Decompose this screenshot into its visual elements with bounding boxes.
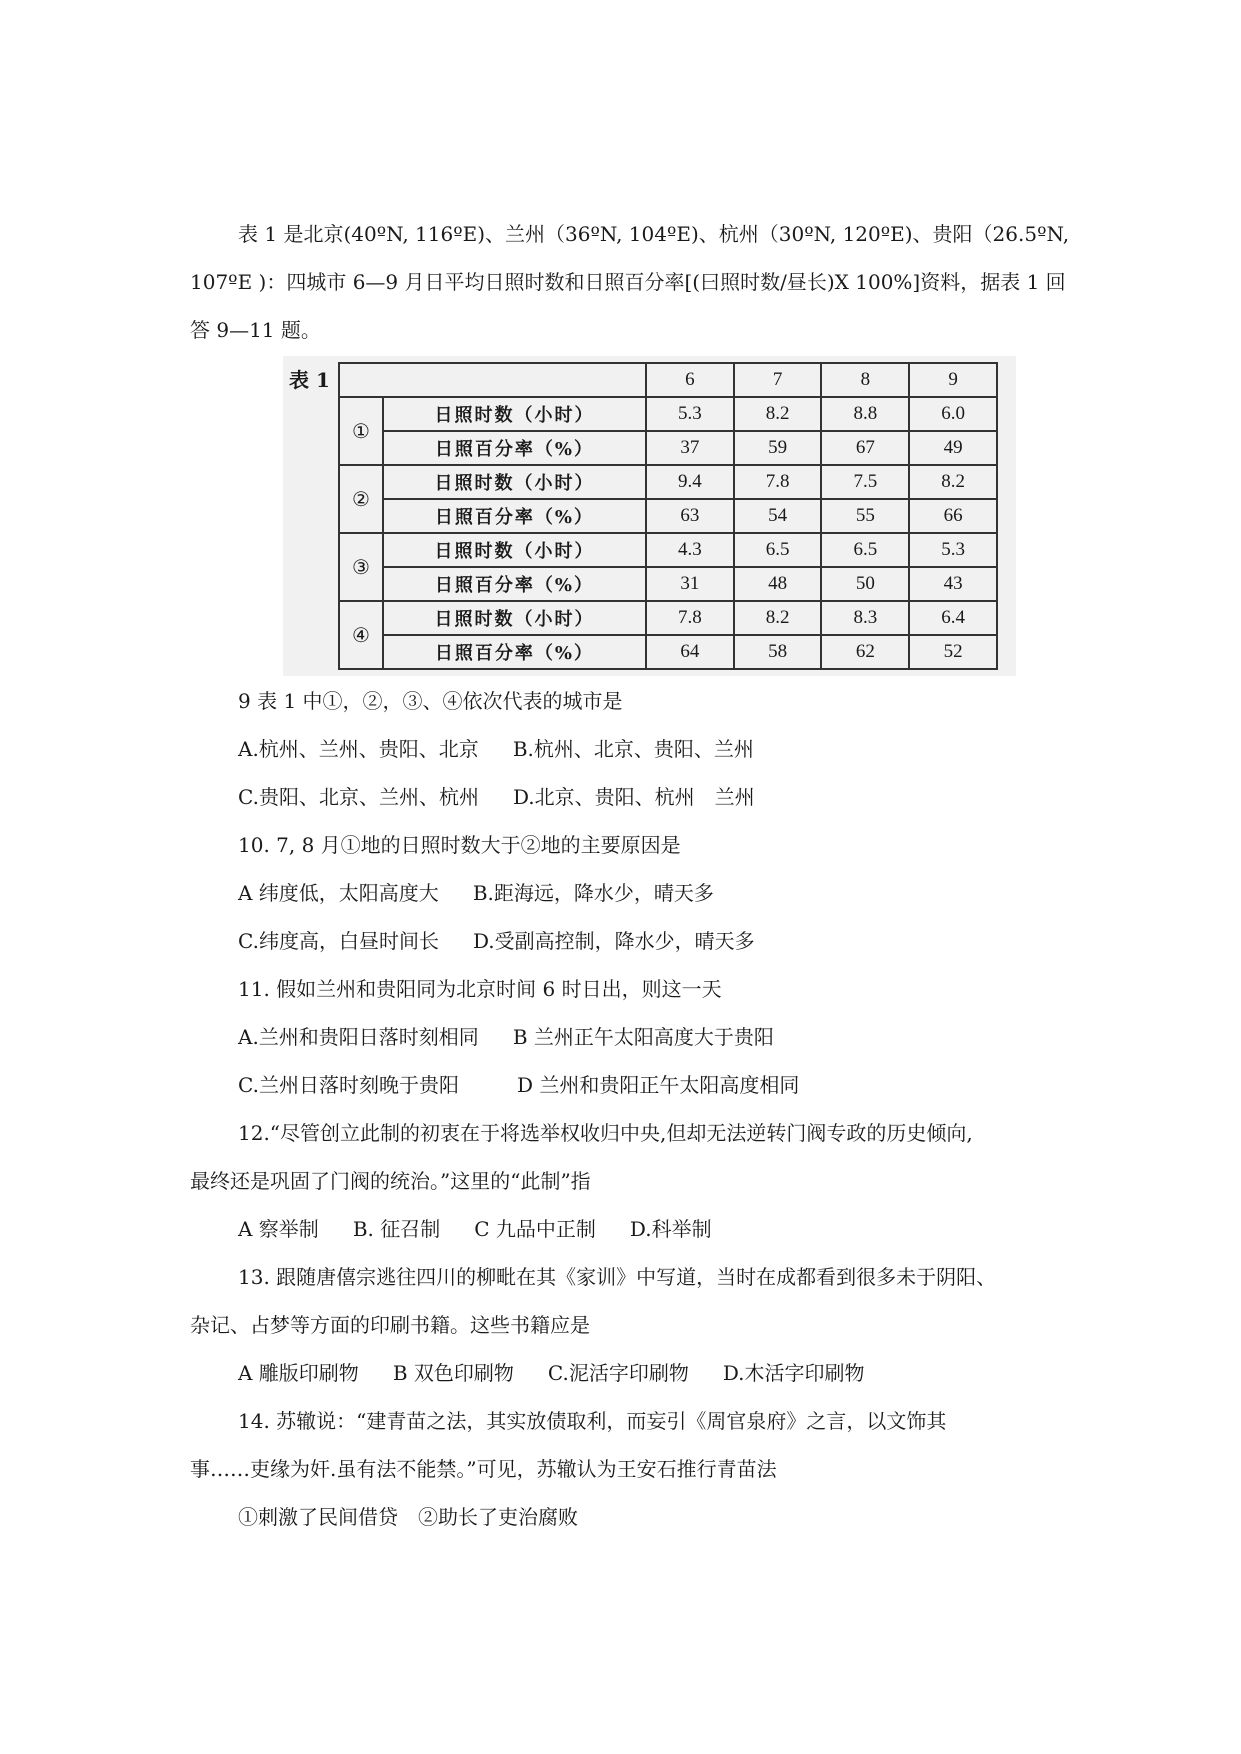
option-a: A 察举制 <box>238 1217 319 1241</box>
option-c: C.泥活字印刷物 <box>547 1361 689 1385</box>
table-cell: 64 <box>646 635 734 669</box>
metric-label: 日照百分率（%） <box>383 431 646 465</box>
question-13-stem-line2: 杂记、占梦等方面的印刷书籍。这些书籍应是 <box>190 1313 590 1337</box>
table-header-row <box>339 363 997 397</box>
month-header: 6 <box>646 363 734 397</box>
table-row <box>339 465 997 499</box>
table-cell: 6.5 <box>821 533 909 567</box>
sunshine-table-image <box>283 356 1016 676</box>
option-c: C.兰州日落时刻晚于贵阳 <box>238 1073 459 1097</box>
table-cell: 8.8 <box>821 397 909 431</box>
question-11-options-row2 <box>238 1069 799 1098</box>
option-d: D.科举制 <box>629 1217 712 1241</box>
option-b: B. 征召制 <box>352 1217 441 1241</box>
metric-label: 日照时数（小时） <box>383 533 646 567</box>
question-12-stem-line2: 最终还是巩固了门阀的统治。”这里的“此制”指 <box>190 1169 591 1193</box>
metric-label: 日照时数（小时） <box>383 465 646 499</box>
question-14-stem-line2: 事……吏缘为奸.虽有法不能禁。”可见，苏辙认为王安石推行青苗法 <box>190 1457 777 1481</box>
city-marker: ③ <box>339 533 383 601</box>
table-cell: 67 <box>821 431 909 465</box>
question-10-stem: 10. 7, 8 月①地的日照时数大于②地的主要原因是 <box>238 833 681 857</box>
question-10-options-row2 <box>238 925 755 954</box>
table-cell: 50 <box>821 567 909 601</box>
question-10-options-row1 <box>238 877 714 906</box>
option-d: D.木活字印刷物 <box>722 1361 865 1385</box>
option-d: D.北京、贵阳、杭州 兰州 <box>512 785 755 809</box>
table-row <box>339 601 997 635</box>
table-cell: 62 <box>821 635 909 669</box>
question-9-options-row1 <box>238 733 754 762</box>
option-b: B.距海远，降水少，晴天多 <box>472 881 714 905</box>
table-cell: 58 <box>734 635 822 669</box>
table-cell: 66 <box>909 499 997 533</box>
question-12-options <box>238 1213 712 1242</box>
question-11-stem: 11. 假如兰州和贵阳同为北京时间 6 时日出，则这一天 <box>238 977 722 1001</box>
table-row <box>339 499 997 533</box>
question-13-options <box>238 1357 865 1386</box>
month-header: 8 <box>821 363 909 397</box>
table-cell: 8.2 <box>909 465 997 499</box>
table-cell: 43 <box>909 567 997 601</box>
table-cell: 5.3 <box>646 397 734 431</box>
table-cell: 8.2 <box>734 601 822 635</box>
header-blank-cell <box>339 363 646 397</box>
table-cell: 6.5 <box>734 533 822 567</box>
option-a: A.兰州和贵阳日落时刻相同 <box>238 1025 479 1049</box>
table-cell: 63 <box>646 499 734 533</box>
option-d: D 兰州和贵阳正午太阳高度相同 <box>516 1073 800 1097</box>
option-a: A 雕版印刷物 <box>238 1361 359 1385</box>
question-9-options-row2 <box>238 781 755 810</box>
table-label: 表 1 <box>289 368 330 392</box>
option-a: A 纬度低，太阳高度大 <box>238 881 439 905</box>
table-row <box>339 397 997 431</box>
city-marker: ② <box>339 465 383 533</box>
option-b: B 兰州正午太阳高度大于贵阳 <box>512 1025 774 1049</box>
table-row <box>339 431 997 465</box>
table-cell: 7.8 <box>734 465 822 499</box>
sunshine-table <box>338 362 998 670</box>
question-12-stem-line1: 12.“尽管创立此制的初衷在于将选举权收归中央,但却无法逆转门阀专政的历史倾向, <box>238 1121 973 1145</box>
question-14-stem-line1: 14. 苏辙说：“建青苗之法，其实放债取利，而妄引《周官泉府》之言，以文饰其 <box>238 1409 947 1433</box>
table-row <box>339 533 997 567</box>
intro-paragraph: 表 1 是北京(40ºN, 116ºE)、兰州（36ºN, 104ºE)、杭州（30ºN, 120ºE)、贵阳（26.5ºN, 107ºE )：四城市 6—9 月日平均日照时数和日照百分率[(曰照时数/昼长)X 100%]资料，据表 1 回答 9—11 题。 <box>190 222 1070 342</box>
city-marker: ④ <box>339 601 383 669</box>
table-cell: 6.0 <box>909 397 997 431</box>
table-cell: 6.4 <box>909 601 997 635</box>
table-cell: 31 <box>646 567 734 601</box>
table-cell: 49 <box>909 431 997 465</box>
question-9-stem: 9 表 1 中①，②，③、④依次代表的城市是 <box>238 689 623 713</box>
option-d: D.受副高控制，降水少，晴天多 <box>472 929 755 953</box>
table-cell: 52 <box>909 635 997 669</box>
table-cell: 8.2 <box>734 397 822 431</box>
question-14-statements: ①刺激了民间借贷 ②助长了吏治腐败 <box>238 1505 578 1529</box>
option-a: A.杭州、兰州、贵阳、北京 <box>238 737 479 761</box>
table-row <box>339 567 997 601</box>
question-13-stem-line1: 13. 跟随唐僖宗逃往四川的柳毗在其《家训》中写道，当时在成都看到很多未于阴阳、 <box>238 1265 997 1289</box>
table-cell: 7.8 <box>646 601 734 635</box>
table-row <box>339 635 997 669</box>
table-cell: 37 <box>646 431 734 465</box>
option-b: B 双色印刷物 <box>392 1361 514 1385</box>
table-cell: 59 <box>734 431 822 465</box>
option-c: C.纬度高，白昼时间长 <box>238 929 439 953</box>
table-cell: 48 <box>734 567 822 601</box>
table-cell: 4.3 <box>646 533 734 567</box>
metric-label: 日照百分率（%） <box>383 499 646 533</box>
table-cell: 54 <box>734 499 822 533</box>
metric-label: 日照百分率（%） <box>383 567 646 601</box>
option-b: B.杭州、北京、贵阳、兰州 <box>512 737 754 761</box>
option-c: C 九品中正制 <box>474 1217 596 1241</box>
table-cell: 9.4 <box>646 465 734 499</box>
city-marker: ① <box>339 397 383 465</box>
month-header: 7 <box>734 363 822 397</box>
table-cell: 5.3 <box>909 533 997 567</box>
metric-label: 日照时数（小时） <box>383 397 646 431</box>
metric-label: 日照时数（小时） <box>383 601 646 635</box>
option-c: C.贵阳、北京、兰州、杭州 <box>238 785 479 809</box>
month-header: 9 <box>909 363 997 397</box>
question-11-options-row1 <box>238 1021 774 1050</box>
table-cell: 55 <box>821 499 909 533</box>
table-cell: 7.5 <box>821 465 909 499</box>
table-cell: 8.3 <box>821 601 909 635</box>
metric-label: 日照百分率（%） <box>383 635 646 669</box>
